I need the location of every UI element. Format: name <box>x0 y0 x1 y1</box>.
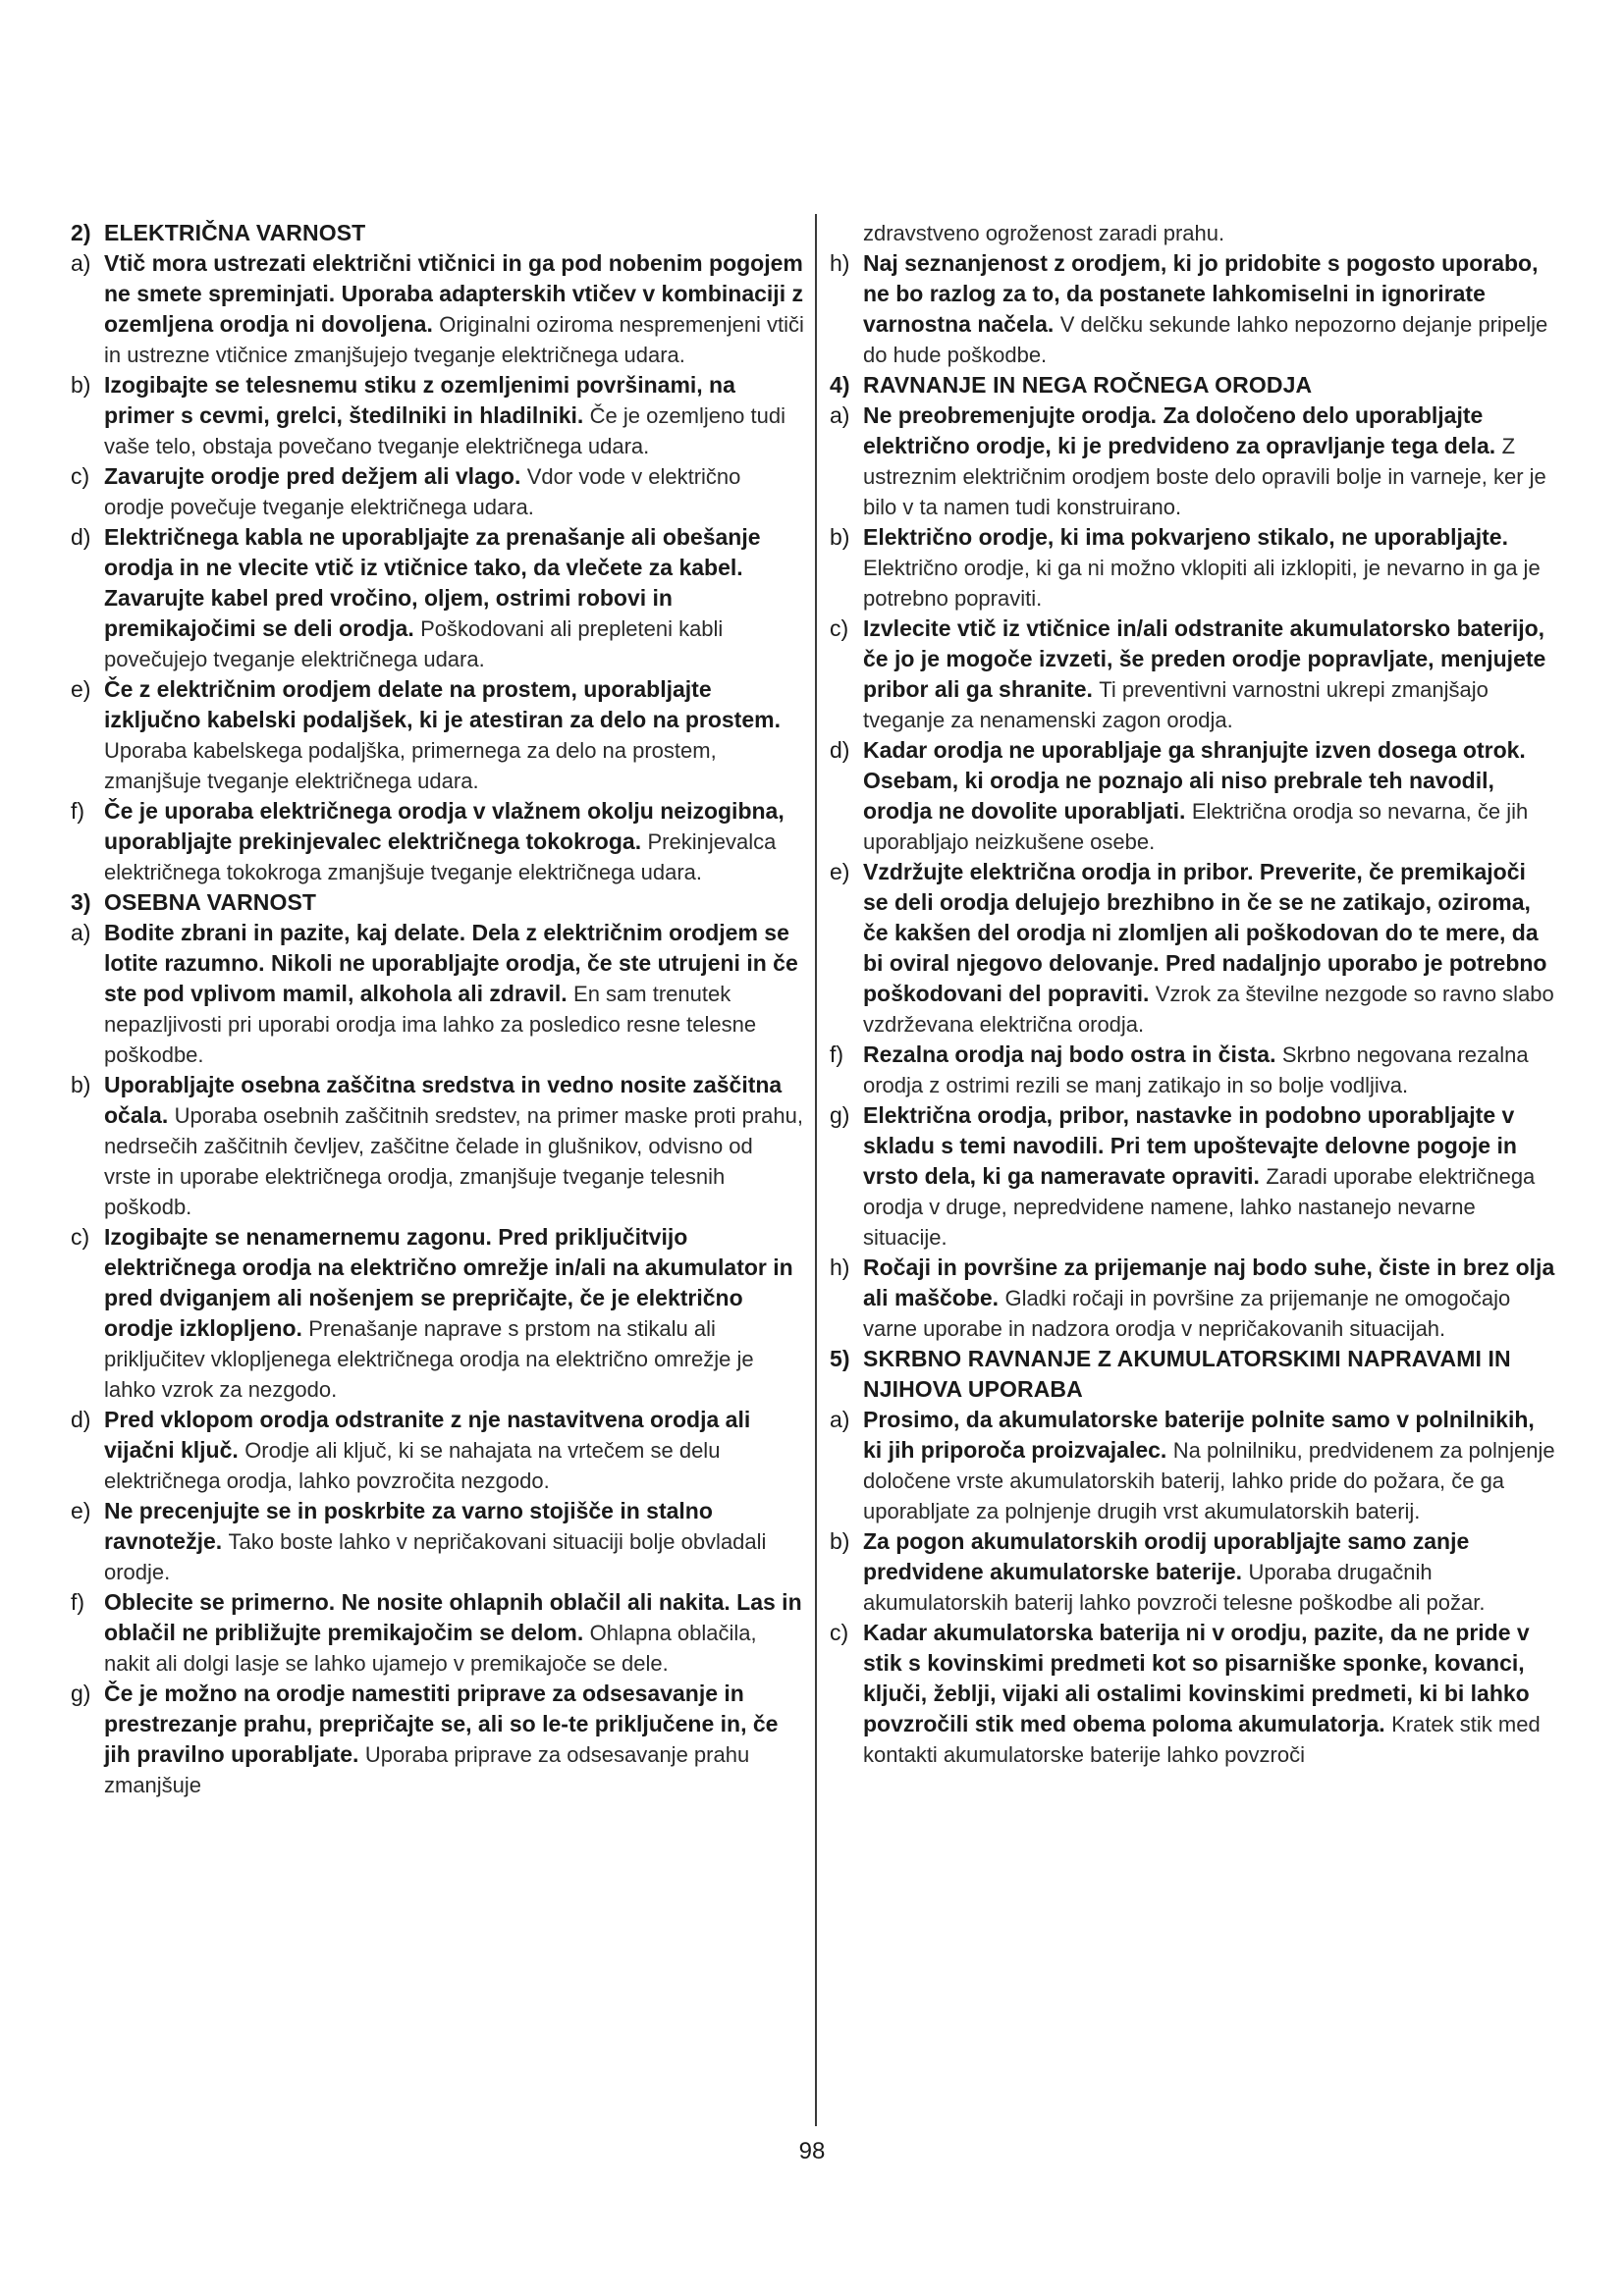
item-label: g) <box>71 1681 91 1706</box>
item-bold-text: Izogibajte se telesnemu stiku z ozemljenimi površinami, na primer s cevmi, grelci, štedilniki in hladilniki. <box>104 372 735 428</box>
item-regular-text: Vdor vode v električno orodje povečuje tveganje električnega udara. <box>104 464 741 519</box>
item-body <box>104 1587 805 1679</box>
item-regular-text: Ohlapna oblačila, nakit ali dolgi lasje se lahko ujamejo v premikajoče se dele. <box>104 1621 757 1676</box>
item-body <box>863 522 1556 614</box>
item-label: b) <box>71 372 91 398</box>
item-label: h) <box>830 250 850 276</box>
item-body <box>104 461 805 522</box>
item-bold-text: Kadar akumulatorska baterija ni v orodju, pazite, da ne pride v stik s kovinskimi predmeti kot so pisarniške sponke, kovanci, ključi, žeblji, vijaki ali ostalimi kovinskimi predmeti, ki bi lahko povzročili stik med obema poloma akumulatorja. <box>863 1620 1530 1736</box>
item-body <box>104 674 805 796</box>
item-body <box>863 1253 1556 1344</box>
item-bold-text: Izvlecite vtič iz vtičnice in/ali odstranite akumulatorsko baterijo, če jo je mogoče izvzeti, še preden orodje popravljate, menjujete pribor ali ga shranite. <box>863 615 1546 702</box>
item-bold-text: Ne preobremenjujte orodja. Za določeno delo uporabljajte električno orodje, ki je predvideno za opravljanje tega dela. <box>863 402 1496 458</box>
item-bold-text: Oblecite se primerno. Ne nosite ohlapnih oblačil ali nakita. Las in oblačil ne približujte premikajočim se delom. <box>104 1589 802 1645</box>
list-item <box>71 1222 805 1405</box>
section-number: 2) <box>71 220 91 245</box>
section-heading <box>830 370 1556 400</box>
item-bold-text: Električno orodje, ki ima pokvarjeno stikalo, ne uporabljajte. <box>863 524 1508 550</box>
list-item <box>71 1496 805 1587</box>
item-regular-text: Skrbno negovana rezalna orodja z ostrimi rezili se manj zatikajo in so bolje vodljiva. <box>863 1042 1529 1097</box>
item-regular-text: En sam trenutek nepazljivosti pri uporabi orodja ima lahko za posledico resne telesne poškodbe. <box>104 982 757 1067</box>
item-bold-text: Pred vklopom orodja odstranite z nje nastavitvena orodja ali vijačni ključ. <box>104 1407 751 1463</box>
item-body <box>104 1070 805 1222</box>
item-label: c) <box>71 1224 90 1250</box>
item-label: f) <box>830 1041 844 1067</box>
item-bold-text: Bodite zbrani in pazite, kaj delate. Dela z električnim orodjem se lotite razumno. Nikoli ne uporabljajte orodja, če ste utrujeni in če ste pod vplivom mamil, alkohola ali zdravil. <box>104 920 798 1006</box>
section-heading <box>71 887 805 918</box>
item-regular-text: Uporaba priprave za odsesavanje prahu zmanjšuje <box>104 1742 750 1797</box>
item-body <box>863 1405 1556 1526</box>
item-regular-text: Prenašanje naprave s prstom na stikalu ali priključitev vklopljenega električnega orodja na električno omrežje je lahko vzrok za nezgodo. <box>104 1316 754 1402</box>
item-label: a) <box>71 250 91 276</box>
item-regular-text: Prekinjevalca električnega tokokroga zmanjšuje tveganje električnega udara. <box>104 829 777 884</box>
list-item <box>830 1618 1556 1770</box>
item-body <box>863 1618 1556 1770</box>
item-label: e) <box>830 859 850 884</box>
item-label: e) <box>71 676 91 702</box>
page-number: 98 <box>798 2138 826 2164</box>
item-regular-text: Električno orodje, ki ga ni možno vklopiti ali izklopiti, je nevarno in ga je potrebno popraviti. <box>863 556 1541 611</box>
list-item <box>71 918 805 1070</box>
item-label: d) <box>71 1407 91 1432</box>
item-label: h) <box>830 1255 850 1280</box>
item-regular-text: Uporaba drugačnih akumulatorskih baterij lahko povzroči telesne poškodbe ali požar. <box>863 1560 1486 1615</box>
item-body <box>104 1679 805 1800</box>
item-regular-text: Originalni oziroma nespremenjeni vtiči in ustrezne vtičnice zmanjšujejo tveganje električnega udara. <box>104 312 804 367</box>
section-title: OSEBNA VARNOST <box>104 889 317 915</box>
item-bold-text: Če z električnim orodjem delate na prostem, uporabljajte izključno kabelski podaljšek, ki je atestiran za delo na prostem. <box>104 676 781 732</box>
item-bold-text: Vzdržujte električna orodja in pribor. Preverite, če premikajoči se deli orodja delujejo brezhibno in če se ne zatikajo, oziroma, če kakšen del orodja ni zlomljen ali poškodovan do te mere, da bi oviral njegovo delovanje. Pred nadaljnjo uporabo je potrebno poškodovani del popraviti. <box>863 859 1547 1006</box>
list-item <box>830 1040 1556 1100</box>
item-body <box>863 1040 1556 1100</box>
list-item <box>71 1070 805 1222</box>
item-regular-text: Električna orodja so nevarna, če jih uporabljajo neizkušene osebe. <box>863 799 1529 854</box>
list-item <box>71 1405 805 1496</box>
item-regular-text: Kratek stik med kontakti akumulatorske baterije lahko povzroči <box>863 1712 1541 1767</box>
item-regular-text: V delčku sekunde lahko nepozorno dejanje pripelje do hude poškodbe. <box>863 312 1548 367</box>
item-bold-text: Naj seznanjenost z orodjem, ki jo pridobite s pogosto uporabo, ne bo razlog za to, da postanete lahkomiselni in ignorirate varnostna načela. <box>863 250 1539 337</box>
item-bold-text: Kadar orodja ne uporabljaje ga shranjujte izven dosega otrok. Osebam, ki orodja ne poznajo ali niso prebrale teh navodil, orodja ne dovolite uporabljati. <box>863 737 1526 824</box>
item-label: d) <box>830 737 850 763</box>
list-item <box>830 614 1556 735</box>
item-regular-text: Orodje ali ključ, ki se nahajata na vrtečem se delu električnega orodja, lahko povzročita nezgodo. <box>104 1438 721 1493</box>
item-body <box>863 735 1556 857</box>
section-title: SKRBNO RAVNANJE Z AKUMULATORSKIMI NAPRAVAMI IN NJIHOVA UPORABA <box>863 1346 1511 1402</box>
list-item <box>830 1253 1556 1344</box>
list-item <box>830 1405 1556 1526</box>
item-bold-text: Rezalna orodja naj bodo ostra in čista. <box>863 1041 1276 1067</box>
item-label: d) <box>71 524 91 550</box>
item-label: c) <box>830 615 849 641</box>
item-bold-text: Zavarujte orodje pred dežjem ali vlago. <box>104 463 521 489</box>
item-body <box>104 1496 805 1587</box>
item-body <box>104 522 805 674</box>
item-regular-text: Gladki ročaji in površine za prijemanje ne omogočajo varne uporabe in nadzora orodja v nepričakovanih situacijah. <box>863 1286 1511 1341</box>
item-body <box>104 796 805 887</box>
item-body <box>863 400 1556 522</box>
section-number: 4) <box>830 372 850 398</box>
item-body <box>104 918 805 1070</box>
section-number: 5) <box>830 1346 850 1371</box>
column-divider <box>815 214 817 2126</box>
item-bold-text: Električnega kabla ne uporabljajte za prenašanje ali obešanje orodja in ne vlecite vtič iz vtičnice tako, da vlečete za kabel. Zavarujte kabel pred vročino, oljem, ostrimi robovi in premikajočimi se deli orodja. <box>104 524 761 641</box>
section-title: RAVNANJE IN NEGA ROČNEGA ORODJA <box>863 372 1313 398</box>
list-item <box>71 248 805 370</box>
item-label: a) <box>71 920 91 945</box>
item-label: f) <box>71 1589 85 1615</box>
item-body <box>863 1526 1556 1618</box>
item-body <box>863 1100 1556 1253</box>
section-number: 3) <box>71 889 91 915</box>
right-column <box>830 218 1556 1770</box>
left-column <box>71 218 805 1800</box>
continued-text: zdravstveno ogroženost zaradi prahu. <box>863 221 1225 245</box>
list-item <box>71 1679 805 1800</box>
item-regular-text: Uporaba kabelskega podaljška, primernega za delo na prostem, zmanjšuje tveganje električnega udara. <box>104 738 717 793</box>
list-item <box>71 674 805 796</box>
item-regular-text: Uporaba osebnih zaščitnih sredstev, na primer maske proti prahu, nedrsečih zaščitnih čevljev, zaščitne čelade in glušnikov, odvisno od vrste in uporabe električnega orodja, zmanjšuje tveganje telesnih poškodb. <box>104 1103 803 1219</box>
item-bold-text: Ne precenjujte se in poskrbite za varno stojišče in stalno ravnotežje. <box>104 1498 713 1554</box>
list-item <box>71 522 805 674</box>
item-regular-text: Ti preventivni varnostni ukrepi zmanjšajo tveganje za nenamenski zagon orodja. <box>863 677 1489 732</box>
item-body <box>104 370 805 461</box>
list-item <box>71 370 805 461</box>
item-bold-text: Prosimo, da akumulatorske baterije polnite samo v polnilnikih, ki jih priporoča proizvajalec. <box>863 1407 1535 1463</box>
item-label: b) <box>830 1528 850 1554</box>
item-body <box>863 857 1556 1040</box>
list-item <box>71 796 805 887</box>
item-bold-text: Izogibajte se nenamernemu zagonu. Pred priključitvijo električnega orodja na električno omrežje in/ali na akumulator in pred dviganjem ali nošenjem se prepričajte, če je električno orodje izklopljeno. <box>104 1224 793 1341</box>
list-item <box>71 461 805 522</box>
item-regular-text: Z ustreznim električnim orodjem boste delo opravili bolje in varneje, ker je bilo v ta namen tudi konstruirano. <box>863 434 1546 519</box>
item-label: c) <box>830 1620 849 1645</box>
item-label: b) <box>71 1072 91 1097</box>
item-regular-text: Vzrok za številne nezgode so ravno slabo vzdrževana električna orodja. <box>863 982 1554 1037</box>
section-heading <box>830 1344 1556 1405</box>
item-label: g) <box>830 1102 850 1128</box>
item-bold-text: Če je možno na orodje namestiti priprave za odsesavanje in prestrezanje prahu, prepričajte se, ali so le-te priključene in, če jih pravilno uporabljate. <box>104 1681 779 1767</box>
item-label: f) <box>71 798 85 824</box>
item-body <box>104 1405 805 1496</box>
list-item <box>830 735 1556 857</box>
item-body <box>863 248 1556 370</box>
item-label: b) <box>830 524 850 550</box>
item-bold-text: Uporabljajte osebna zaščitna sredstva in vedno nosite zaščitna očala. <box>104 1072 783 1128</box>
item-regular-text: Na polnilniku, predvidenem za polnjenje določene vrste akumulatorskih baterij, lahko pride do požara, če ga uporabljate za polnjenje drugih vrst akumulatorskih baterij. <box>863 1438 1555 1523</box>
item-bold-text: Če je uporaba električnega orodja v vlažnem okolju neizogibna, uporabljajte prekinjevalec električnega tokokroga. <box>104 798 785 854</box>
section-heading <box>71 218 805 248</box>
list-item <box>830 857 1556 1040</box>
item-bold-text: Električna orodja, pribor, nastavke in podobno uporabljajte v skladu s temi navodili. Pri tem upoštevajte delovne pogoje in vrsto dela, ki ga nameravate opraviti. <box>863 1102 1517 1189</box>
item-bold-text: Vtič mora ustrezati električni vtičnici in ga pod nobenim pogojem ne smete spreminjati. Uporaba adapterskih vtičev v kombinaciji z ozemljena orodja ni dovoljena. <box>104 250 803 337</box>
item-label: e) <box>71 1498 91 1523</box>
list-item <box>830 1100 1556 1253</box>
item-body <box>104 1222 805 1405</box>
item-bold-text: Za pogon akumulatorskih orodij uporabljajte samo zanje predvidene akumulatorske baterije. <box>863 1528 1470 1584</box>
list-item <box>830 522 1556 614</box>
list-item <box>71 1587 805 1679</box>
item-body <box>863 614 1556 735</box>
item-label: a) <box>830 1407 850 1432</box>
section-title: ELEKTRIČNA VARNOST <box>104 220 366 245</box>
item-regular-text: Če je ozemljeno tudi vaše telo, obstaja povečano tveganje električnega udara. <box>104 403 786 458</box>
item-regular-text: Tako boste lahko v nepričakovani situaciji bolje obvladali orodje. <box>104 1529 767 1584</box>
item-body <box>104 248 805 370</box>
list-item <box>830 1526 1556 1618</box>
list-item <box>830 400 1556 522</box>
item-label: c) <box>71 463 90 489</box>
item-bold-text: Ročaji in površine za prijemanje naj bodo suhe, čiste in brez olja ali maščobe. <box>863 1255 1555 1310</box>
item-label: a) <box>830 402 850 428</box>
item-regular-text: Zaradi uporabe električnega orodja v druge, nepredvidene namene, lahko nastanejo nevarne situacije. <box>863 1164 1536 1250</box>
item-regular-text: Poškodovani ali prepleteni kabli povečujejo tveganje električnega udara. <box>104 616 724 671</box>
list-item <box>830 248 1556 370</box>
